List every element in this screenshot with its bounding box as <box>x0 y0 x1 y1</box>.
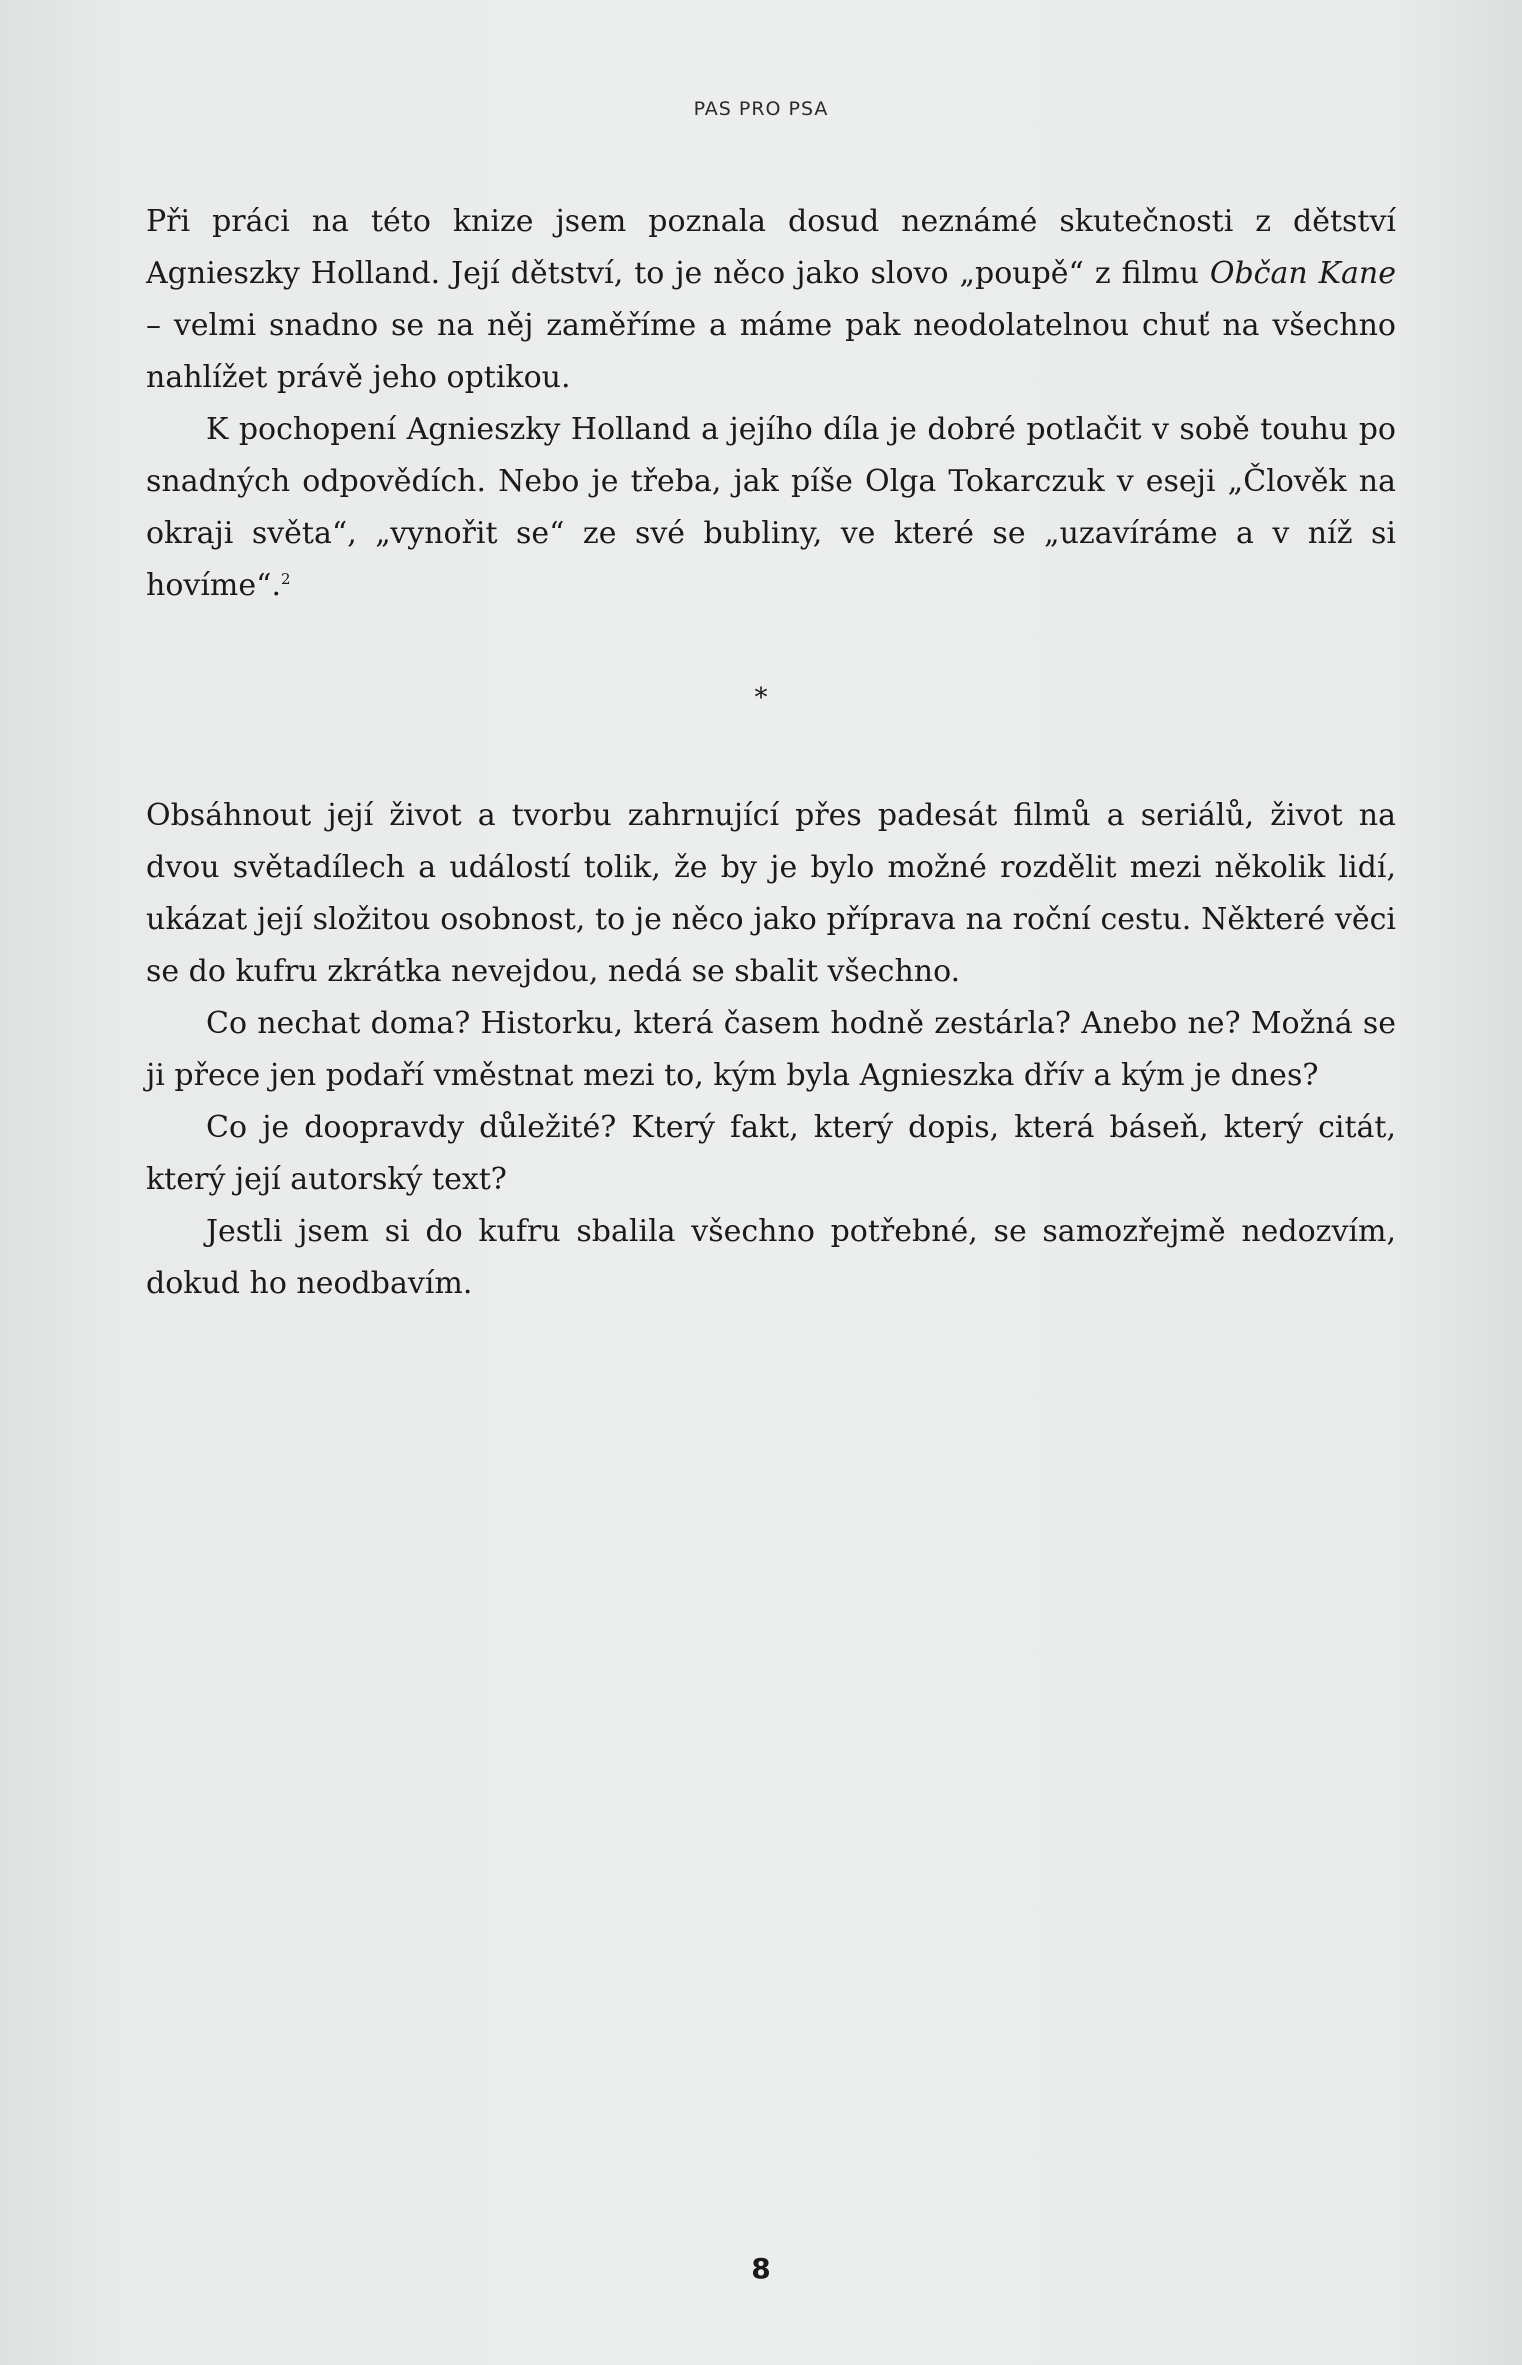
paragraph-1-text-b: – velmi snadno se na něj zaměříme a máme pak neodolatelnou chuť na všechno nahlížet právě jeho optikou. <box>146 308 1396 395</box>
paragraph-2 <box>146 404 1396 612</box>
page-number: 8 <box>751 2252 771 2285</box>
paragraph-1-text-a: Při práci na této knize jsem poznala dosud neznámé skutečnosti z dětství Agnieszky Holland. Její dětství, to je něco jako slovo „poupě“ z filmu <box>146 204 1396 291</box>
section-one <box>146 196 1396 612</box>
running-head: PAS PRO PSA <box>693 98 829 120</box>
section-two <box>146 790 1396 1310</box>
film-title: Občan Kane <box>1209 256 1396 291</box>
footnote-marker: 2 <box>281 570 291 588</box>
paragraph-1 <box>146 196 1396 404</box>
paragraph-4: Co nechat doma? Historku, která časem hodně zestárla? Anebo ne? Možná se ji přece jen podaří vměstnat mezi to, kým byla Agnieszka dřív a kým je dnes? <box>146 1006 1396 1093</box>
paragraph-2-text: K pochopení Agnieszky Holland a jejího díla je dobré potlačit v sobě touhu po snadných odpovědích. Nebo je třeba, jak píše Olga Tokarczuk v eseji „Člověk na okraji světa“, „vynořit se“ ze své bubliny, ve které se „uzavíráme a v níž si hovíme“. <box>146 412 1396 603</box>
paragraph-3: Obsáhnout její život a tvorbu zahrnující přes padesát filmů a seriálů, život na dvou světadílech a událostí tolik, že by je bylo možné rozdělit mezi několik lidí, ukázat její složitou osobnost, to je něco jako příprava na roční cestu. Některé věci se do kufru zkrátka nevejdou, nedá se sbalit všechno. <box>146 798 1396 989</box>
section-separator: * <box>754 683 768 713</box>
paragraph-6: Jestli jsem si do kufru sbalila všechno potřebné, se samozřejmě nedozvím, dokud ho neodbavím. <box>146 1214 1396 1301</box>
paragraph-5: Co je doopravdy důležité? Který fakt, který dopis, která báseň, který citát, který její autorský text? <box>146 1110 1396 1197</box>
